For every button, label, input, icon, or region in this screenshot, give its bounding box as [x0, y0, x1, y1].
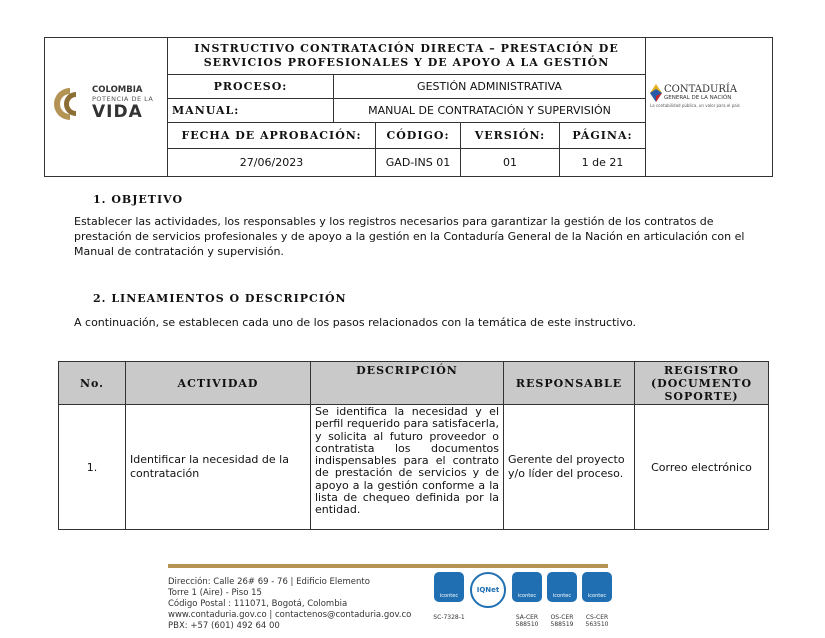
section-1-title: 1. OBJETIVO: [93, 193, 184, 206]
document-title-text: INSTRUCTIVO CONTRATACIÓN DIRECTA – PRESTACIÓN DE SERVICIOS PROFESIONALES Y DE APOYO A LA GESTIÓN: [194, 42, 619, 69]
cert-icontec-icon: icontec: [547, 572, 577, 602]
contaduria-flag-icon: [650, 84, 662, 102]
proceso-label: PROCESO:: [167, 74, 334, 99]
cert-icontec-icon: icontec: [582, 572, 612, 602]
codigo-value: GAD-INS 01: [375, 148, 461, 177]
cert-label: SA-CER 588510: [515, 614, 539, 628]
row-actividad: Identificar la necesidad de la contratación: [125, 404, 311, 530]
logo-right-line1: CONTADURÍA: [664, 84, 738, 95]
fecha-label: FECHA DE APROBACIÓN:: [167, 122, 376, 149]
section-2-title: 2. LINEAMIENTOS O DESCRIPCIÓN: [93, 292, 347, 305]
col-header-responsable: RESPONSABLE: [503, 361, 635, 405]
cert-label: SC-7328-1: [433, 614, 465, 621]
row-responsable: Gerente del proyecto y/o líder del proceso.: [503, 404, 635, 530]
pagina-label: PÁGINA:: [559, 122, 646, 149]
version-value: 01: [460, 148, 560, 177]
manual-label: MANUAL:: [167, 98, 334, 123]
colombia-logo: [48, 82, 158, 126]
cert-label: CS-CER 563510: [585, 614, 609, 628]
section-1-text: Establecer las actividades, los responsables y los registros necesarios para garantizar la gestión de los contratos de prestación de servicios profesionales y de apoyo a la gestión en la Contaduría General de la Nación en articulación con el Manual de contratación y supervisión.: [74, 215, 745, 258]
pagina-value: 1 de 21: [559, 148, 646, 177]
col-header-descripcion: DESCRIPCIÓN: [310, 361, 504, 405]
cert-icontec-icon: icontec: [512, 572, 542, 602]
codigo-label: CÓDIGO:: [375, 122, 461, 149]
fecha-value: 27/06/2023: [167, 148, 376, 177]
proceso-value: GESTIÓN ADMINISTRATIVA: [333, 74, 646, 99]
footer-line-1: Dirección: Calle 26# 69 - 76 | Edificio Elemento: [168, 577, 370, 587]
footer-line-5: PBX: +57 (601) 492 64 00: [168, 621, 280, 631]
contaduria-logo: [648, 82, 768, 112]
cert-iqnet-icon: IQNet: [470, 572, 506, 608]
version-label: VERSIÓN:: [460, 122, 560, 149]
footer-line-3: Código Postal : 111071, Bogotá, Colombia: [168, 599, 348, 609]
row-no: 1.: [58, 404, 126, 530]
logo-left-line3: VIDA: [92, 102, 143, 122]
row-registro: Correo electrónico: [634, 404, 769, 530]
section-2-text: A continuación, se establecen cada uno de los pasos relacionados con la temática de este instructivo.: [74, 316, 637, 329]
cert-label: OS-CER 588519: [550, 614, 574, 628]
footer-line-4[interactable]: www.contaduria.gov.co | contactenos@contaduria.gov.co: [168, 610, 412, 620]
footer-line-2: Torre 1 (Aire) - Piso 15: [168, 588, 262, 598]
col-header-actividad: ACTIVIDAD: [125, 361, 311, 405]
footer-divider: [168, 564, 608, 568]
cert-icontec-icon: icontec: [434, 572, 464, 602]
logo-left-line1: COLOMBIA: [92, 85, 143, 95]
colombia-logo-icon: [50, 86, 90, 122]
footer-address: [168, 577, 411, 632]
logo-right-line3: La contabilidad pública, un valor para el país: [650, 103, 740, 108]
manual-value: MANUAL DE CONTRATACIÓN Y SUPERVISIÓN: [333, 98, 646, 123]
document-title: [167, 37, 646, 75]
col-header-no: No.: [58, 361, 126, 405]
row-descripcion: Se identifica la necesidad y el perfil requerido para satisfacerla, y solicita al futuro proveedor o contratista los documentos indispensables para el contrato de prestación de servicios y de apoyo a la gestión conforme a la lista de chequeo definida por la entidad.: [310, 404, 504, 530]
col-header-registro: REGISTRO (DOCUMENTO SOPORTE): [634, 361, 769, 405]
logo-left-line2: POTENCIA DE LA: [92, 95, 154, 103]
logo-right-line2: GENERAL DE LA NACIÓN: [664, 95, 732, 101]
